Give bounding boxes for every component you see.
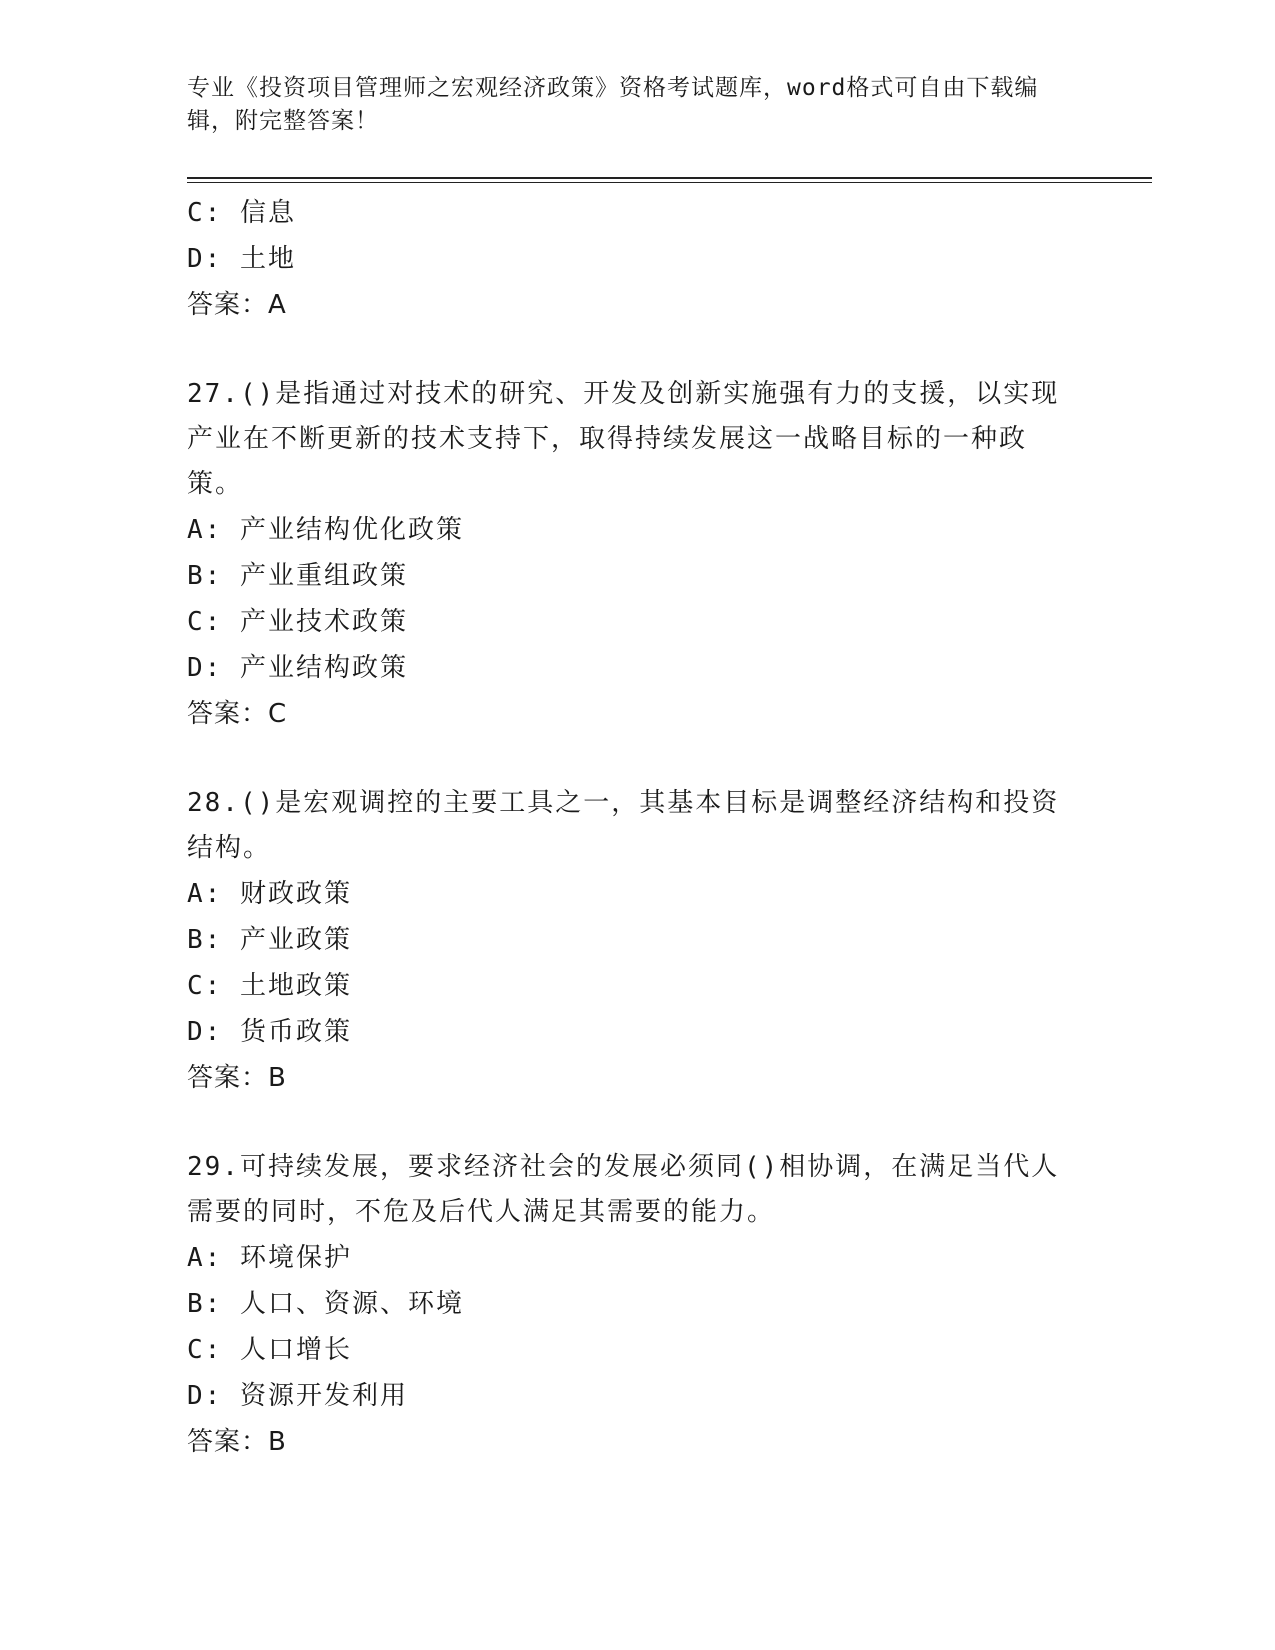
option-c: C: 人口增长 bbox=[187, 1335, 352, 1365]
option-d: D: 货币政策 bbox=[187, 1017, 352, 1047]
question-text: 29.可持续发展，要求经济社会的发展必须同()相协调，在满足当代人需要的同时，不危及后代人满足其需要的能力。 bbox=[187, 1152, 1060, 1227]
question-27 bbox=[187, 372, 1087, 737]
option-a: A: 财政政策 bbox=[187, 879, 352, 909]
answer-line: 答案：C bbox=[187, 699, 288, 729]
question-29 bbox=[187, 1145, 1087, 1465]
option-b: B: 产业重组政策 bbox=[187, 561, 408, 591]
answer-line: 答案：B bbox=[187, 1427, 287, 1457]
option-d: D: 产业结构政策 bbox=[187, 653, 408, 683]
option-b: B: 产业政策 bbox=[187, 925, 352, 955]
option-a: A: 环境保护 bbox=[187, 1243, 352, 1273]
document-content bbox=[187, 190, 1087, 1465]
option-d: D: 土地 bbox=[187, 244, 296, 274]
question-28 bbox=[187, 781, 1087, 1101]
option-c: C: 产业技术政策 bbox=[187, 607, 408, 637]
header-rule-thick bbox=[187, 177, 1152, 179]
previous-question-tail bbox=[187, 190, 1087, 328]
page-header: 专业《投资项目管理师之宏观经济政策》资格考试题库，word格式可自由下载编辑，附完整答案！ bbox=[187, 75, 1039, 134]
answer-line: 答案：A bbox=[187, 290, 287, 320]
option-c: C: 土地政策 bbox=[187, 971, 352, 1001]
question-text: 28.()是宏观调控的主要工具之一，其基本目标是调整经济结构和投资结构。 bbox=[187, 788, 1060, 863]
header-rule-thin bbox=[187, 182, 1152, 183]
option-d: D: 资源开发利用 bbox=[187, 1381, 408, 1411]
option-a: A: 产业结构优化政策 bbox=[187, 515, 464, 545]
question-text: 27.()是指通过对技术的研究、开发及创新实施强有力的支援，以实现产业在不断更新的技术支持下，取得持续发展这一战略目标的一种政策。 bbox=[187, 379, 1060, 499]
answer-line: 答案：B bbox=[187, 1063, 287, 1093]
option-c: C: 信息 bbox=[187, 198, 296, 228]
option-b: B: 人口、资源、环境 bbox=[187, 1289, 464, 1319]
